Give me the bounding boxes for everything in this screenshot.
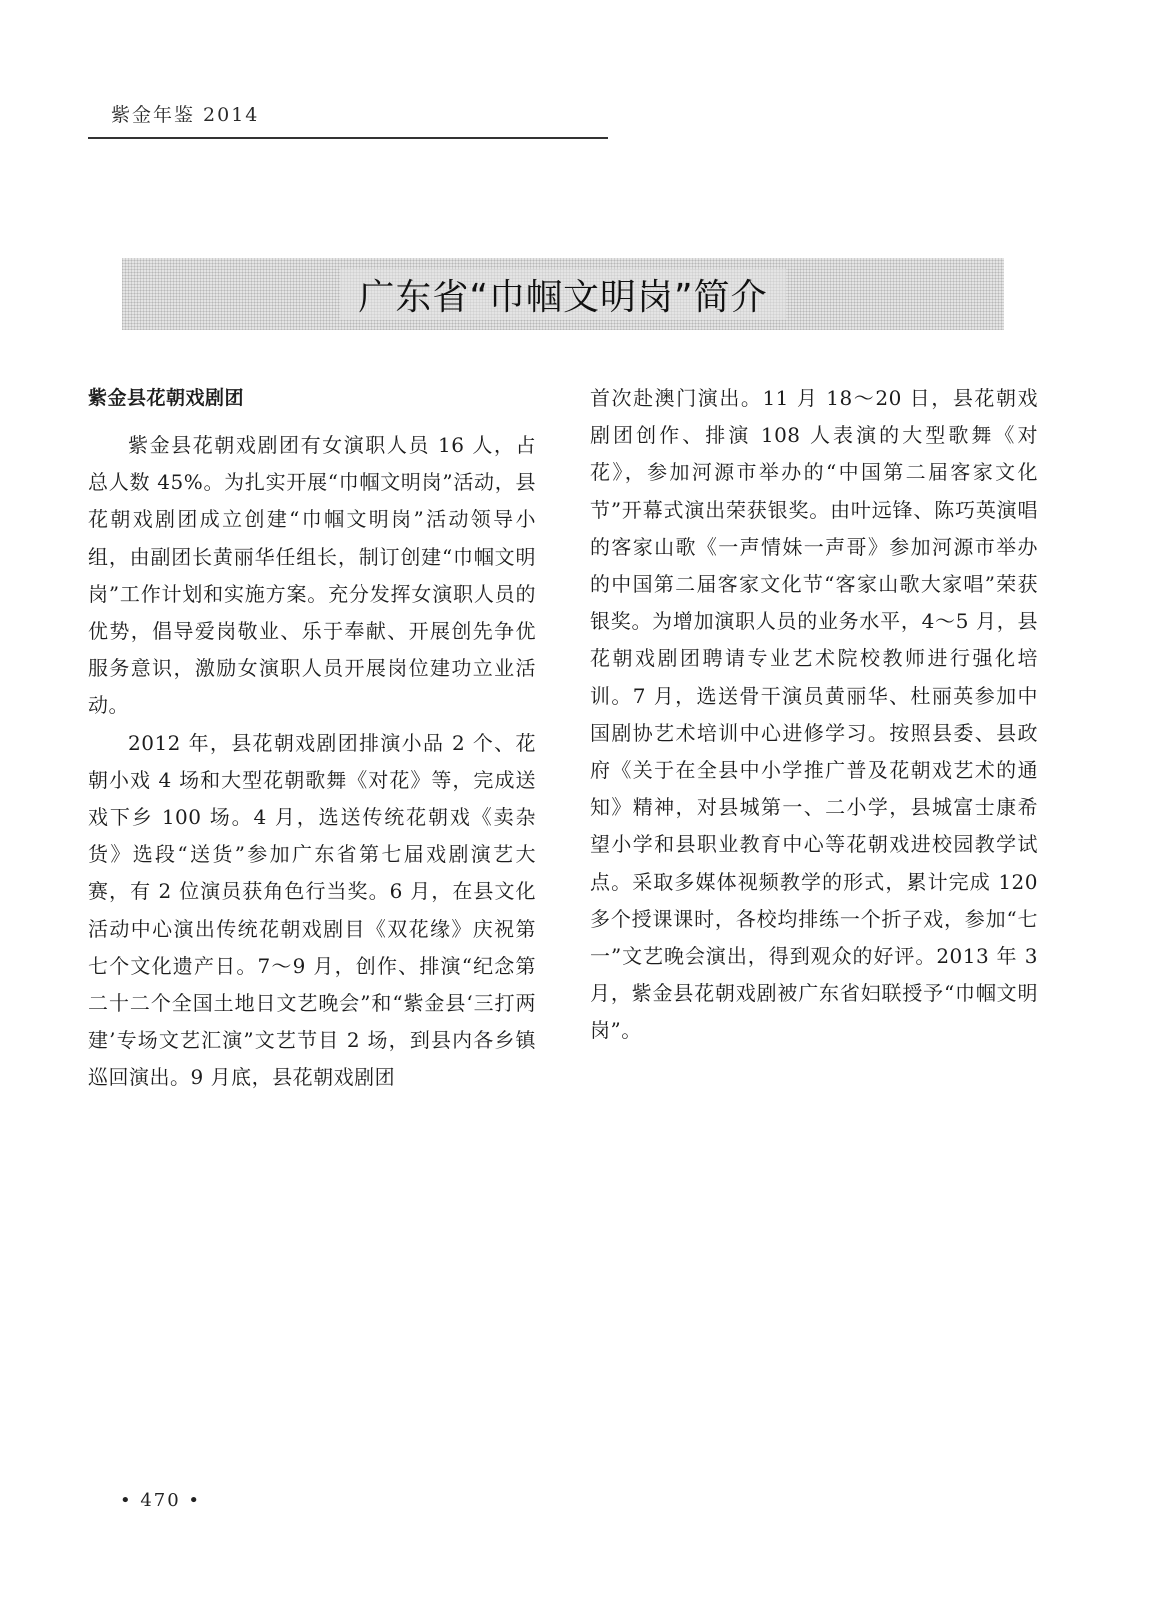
left-column [88,380,536,1097]
running-head: 紫金年鉴 2014 [111,104,260,126]
paragraph: 2012 年，县花朝戏剧团排演小品 2 个、花朝小戏 4 场和大型花朝歌舞《对花》等，完成送戏下乡 100 场。4 月，选送传统花朝戏《卖杂货》选段“送货”参加广东省第七届戏剧演艺大赛，有 2 位演员获角色行当奖。6 月，在县文化活动中心演出传统花朝戏剧目《双花缘》庆祝第七个文化遗产日。7～9 月，创作、排演“纪念第二十二个全国土地日文艺晚会”和“紫金县‘三打两建’专场文艺汇演”文艺节目 2 场，到县内各乡镇巡回演出。9 月底，县花朝戏剧团 [88,730,536,1090]
section-heading: 紫金县花朝戏剧团 [88,387,245,409]
paragraph: 紫金县花朝戏剧团有女演职人员 16 人，占总人数 45%。为扎实开展“巾帼文明岗”活动，县花朝戏剧团成立创建“巾帼文明岗”活动领导小组，由副团长黄丽华任组长，制订创建“巾帼文明岗”工作计划和实施方案。充分发挥女演职人员的优势，倡导爱岗敬业、乐于奉献、开展创先争优服务意识，激励女演职人员开展岗位建功立业活动。 [88,433,536,718]
title-band [122,258,1004,330]
page-number: • 470 • [120,1490,202,1511]
right-column [590,380,1038,1050]
header-rule [88,137,608,139]
paragraph-continued: 首次赴澳门演出。11 月 18～20 日，县花朝戏剧团创作、排演 108 人表演的大型歌舞《对花》，参加河源市举办的“中国第二届客家文化节”开幕式演出荣获银奖。由叶远锋、陈巧英演唱的客家山歌《一声情妹一声哥》参加河源市举办的中国第二届客家文化节“客家山歌大家唱”荣获银奖。为增加演职人员的业务水平，4～5 月，县花朝戏剧团聘请专业艺术院校教师进行强化培训。7 月，选送骨干演员黄丽华、杜丽英参加中国剧协艺术培训中心进修学习。按照县委、县政府《关于在全县中小学推广普及花朝戏艺术的通知》精神，对县城第一、二小学，县城富士康希望小学和县职业教育中心等花朝戏进校园教学试点。采取多媒体视频教学的形式，累计完成 120 多个授课课时，各校均排练一个折子戏，参加“七一”文艺晚会演出，得到观众的好评。2013 年 3 月，紫金县花朝戏剧被广东省妇联授予“巾帼文明岗”。 [590,386,1038,1043]
page-title: 广东省“巾帼文明岗”简介 [340,269,785,320]
